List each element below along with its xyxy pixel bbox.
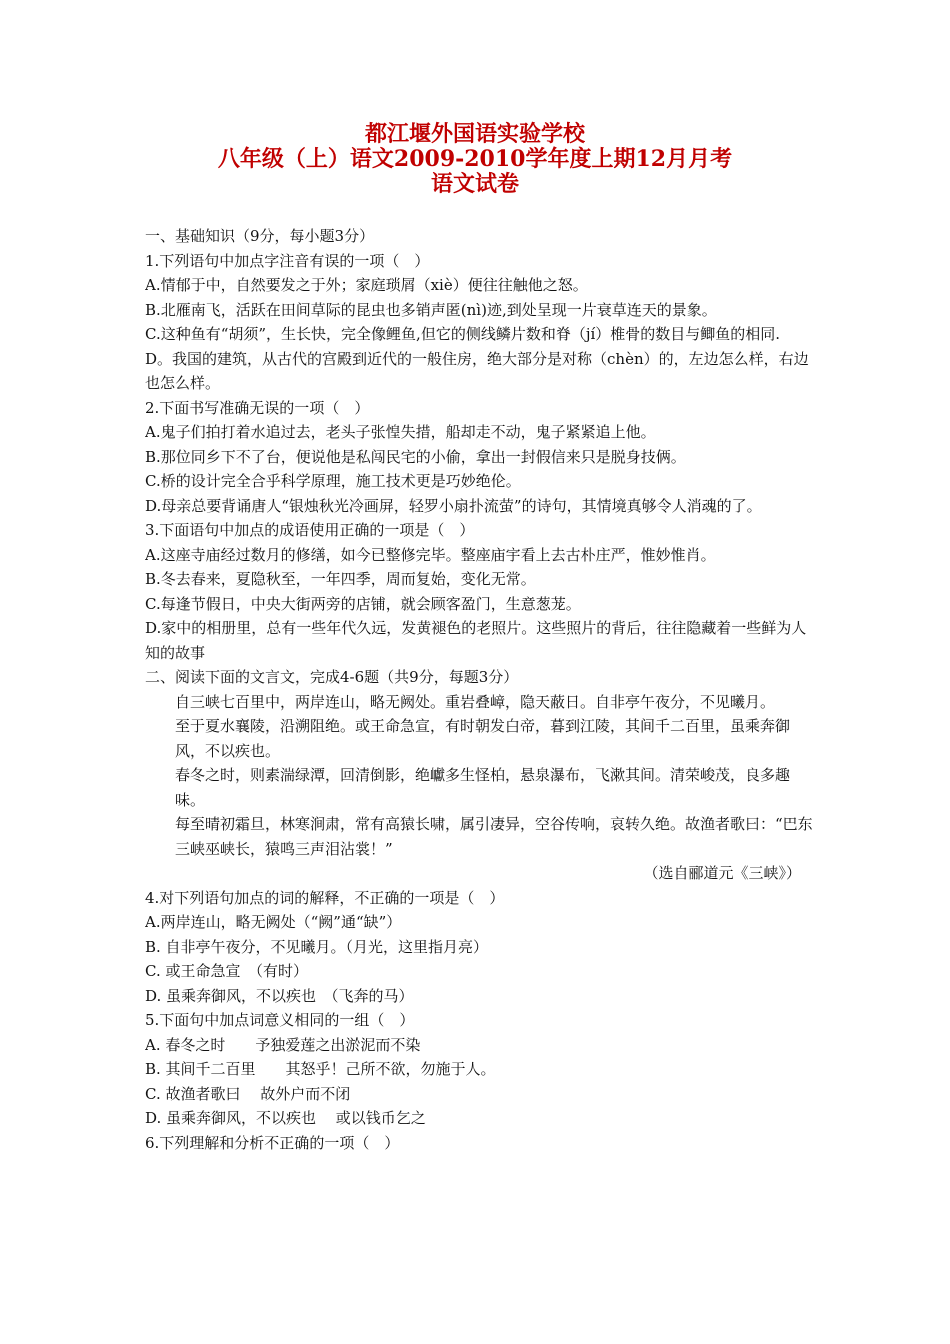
text-line: D. 虽乘奔御风，不以疾也 或以钱币乞之 [145, 1109, 426, 1127]
text-line: （选自郦道元《三峡》） [643, 864, 801, 882]
text-line: B. 其间千二百里 其怒乎！己所不欲，勿施于人。 [145, 1060, 496, 1078]
text-line: D。我国的建筑，从古代的宫殿到近代的一般住房，绝大部分是对称（chèn）的，左边怎么样，右边也怎么样。 [145, 349, 809, 392]
text-line: 3.下面语句中加点的成语使用正确的一项是（ ） [145, 521, 475, 539]
text-line: 6.下列理解和分析不正确的一项（ ） [145, 1133, 400, 1152]
text-line: A.鬼子们拍打着水追过去，老头子张惶失措，船却走不动，鬼子紧紧追上他。 [145, 423, 656, 441]
exam-body [145, 224, 813, 1155]
subject-title: 语文试卷 [430, 171, 519, 197]
text-line: 1.下列语句中加点字注音有误的一项（ ） [145, 251, 430, 270]
text-line: 春冬之时，则素湍绿潭，回清倒影，绝巘多生怪柏，悬泉瀑布，飞漱其间。清荣峻茂，良多趣味。 [175, 766, 791, 809]
text-line: D.母亲总要背诵唐人“银烛秋光冷画屏，轻罗小扇扑流萤”的诗句，其情境真够令人消魂的了。 [145, 496, 762, 515]
text-line: C. 或王命急宣 （有时） [145, 962, 308, 980]
text-line: 一、基础知识（9分，每小题3分） [145, 227, 375, 245]
text-line: A. 春冬之时 予独爱莲之出淤泥而不染 [145, 1035, 421, 1054]
text-line: B. 自非亭午夜分，不见曦月。（月光，这里指月亮） [145, 937, 489, 956]
text-line: D. 虽乘奔御风，不以疾也 （飞奔的马） [145, 986, 414, 1005]
text-line: 2.下面书写准确无误的一项（ ） [145, 398, 370, 417]
text-line: A.两岸连山，略无阙处（“阙”通“缺”） [145, 913, 402, 931]
text-line: A.这座寺庙经过数月的修缮，如今已整修完毕。整座庙宇看上去古朴庄严，惟妙惟肖。 [145, 545, 716, 564]
text-line: C.桥的设计完全合乎科学原理，施工技术更是巧妙绝伦。 [145, 472, 521, 490]
text-line: 每至晴初霜旦，林寒涧肃，常有高猿长啸，属引凄异，空谷传响，哀转久绝。故渔者歌曰：“巴东三峡巫峡长，猿鸣三声泪沾裳！” [175, 815, 813, 858]
text-line: 自三峡七百里中，两岸连山，略无阙处。重岩叠嶂，隐天蔽日。自非亭午夜分，不见曦月。 [175, 692, 776, 711]
school-title: 都江堰外国语实验学校 [364, 121, 585, 147]
text-line: 二、阅读下面的文言文，完成4-6题（共9分，每题3分） [145, 668, 519, 686]
text-line: D.家中的相册里，总有一些年代久远，发黄褪色的老照片。这些照片的背后，往往隐藏着一些鲜为人知的故事 [145, 619, 807, 662]
text-line: A.情郁于中，自然要发之于外；家庭琐屑（xiè）便往往触他之怒。 [145, 276, 588, 294]
exam-title: 八年级（上）语文2009-2010学年度上期12月月考 [217, 146, 733, 172]
text-line: B.那位同乡下不了台，便说他是私闯民宅的小偷，拿出一封假信来只是脱身技俩。 [145, 447, 686, 466]
text-line: B.北雁南飞，活跃在田间草际的昆虫也多销声匿(nì)迹,到处呈现一片衰草连天的景象。 [145, 300, 717, 319]
text-line: B.冬去春来，夏隐秋至，一年四季，周而复始，变化无常。 [145, 570, 536, 588]
text-line: C. 故渔者歌曰 故外户而不闭 [145, 1084, 351, 1103]
text-line: 4.对下列语句加点的词的解释，不正确的一项是（ ） [145, 888, 505, 907]
header [0, 122, 950, 197]
text-line: C.每逢节假日，中央大街两旁的店铺，就会顾客盈门，生意葱茏。 [145, 594, 581, 613]
text-line: C.这种鱼有“胡须”，生长快，完全像鲤鱼,但它的侧线鳞片数和脊（jí）椎骨的数目与鲫鱼的相同. [145, 325, 781, 343]
text-line: 5.下面句中加点词意义相同的一组（ ） [145, 1011, 415, 1029]
text-line: 至于夏水襄陵，沿溯阻绝。或王命急宣，有时朝发白帝，暮到江陵，其间千二百里，虽乘奔御风，不以疾也。 [175, 717, 791, 760]
